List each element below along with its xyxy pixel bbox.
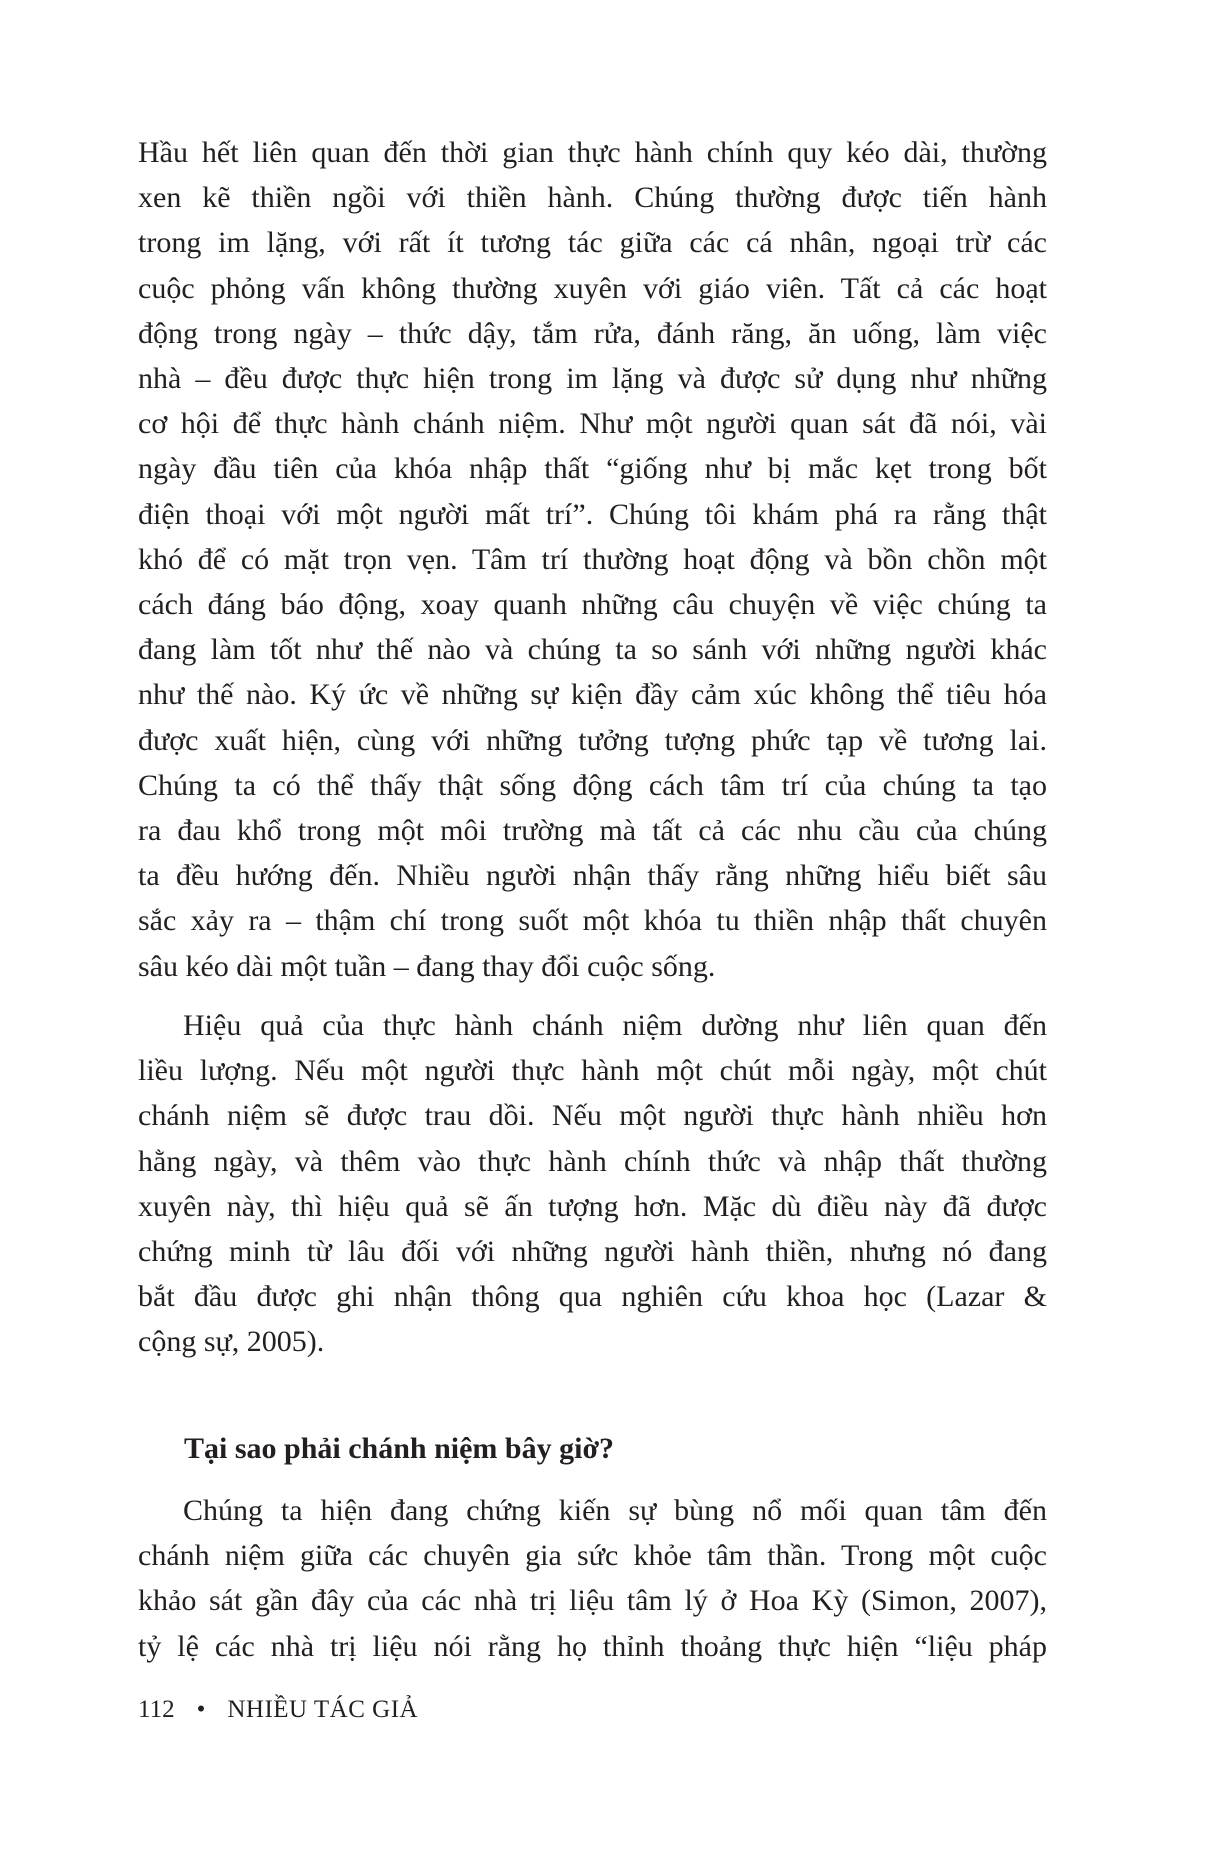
text-line: xen kẽ thiền ngồi với thiền hành. Chúng thường được tiến hành — [138, 181, 1047, 215]
text-line: cộng sự, 2005). — [138, 1325, 325, 1359]
text-line: ta đều hướng đến. Nhiều người nhận thấy rằng những hiểu biết sâu — [138, 859, 1047, 893]
text-line: ngày đầu tiên của khóa nhập thất “giống như bị mắc kẹt trong bốt — [138, 452, 1047, 486]
text-line: xuyên này, thì hiệu quả sẽ ấn tượng hơn. Mặc dù điều này đã được — [138, 1189, 1047, 1223]
text-line: cơ hội để thực hành chánh niệm. Như một người quan sát đã nói, vài — [138, 407, 1047, 441]
text-line: cuộc phỏng vấn không thường xuyên với giáo viên. Tất cả các hoạt — [138, 271, 1047, 305]
text-line: Chúng ta có thể thấy thật sống động cách tâm trí của chúng ta tạo — [138, 768, 1047, 802]
page-number: 112 — [138, 1696, 175, 1723]
text-line: như thế nào. Ký ức về những sự kiện đầy cảm xúc không thể tiêu hóa — [138, 678, 1047, 712]
text-line: ra đau khổ trong một môi trường mà tất cả các nhu cầu của chúng — [138, 814, 1047, 848]
page-footer — [138, 1692, 418, 1728]
bullet-separator: • — [196, 1696, 206, 1723]
text-line: điện thoại với một người mất trí”. Chúng tôi khám phá ra rằng thật — [138, 497, 1047, 531]
text-line: Hầu hết liên quan đến thời gian thực hành chính quy kéo dài, thường — [138, 136, 1047, 169]
text-line: khó để có mặt trọn vẹn. Tâm trí thường hoạt động và bồn chồn một — [138, 542, 1047, 576]
paragraph-3 — [138, 1488, 1047, 1669]
text-line: tỷ lệ các nhà trị liệu nói rằng họ thỉnh thoảng thực hiện “liệu pháp — [138, 1629, 1047, 1663]
text-line: Chúng ta hiện đang chứng kiến sự bùng nổ mối quan tâm đến — [183, 1494, 1047, 1527]
text-line: sâu kéo dài một tuần – đang thay đổi cuộc sống. — [138, 949, 716, 983]
text-line: nhà – đều được thực hiện trong im lặng và được sử dụng như những — [138, 362, 1047, 396]
text-line: Hiệu quả của thực hành chánh niệm dường như liên quan đến — [183, 1009, 1047, 1042]
paragraph-2 — [138, 1003, 1047, 1365]
paragraph-1 — [138, 130, 1047, 989]
text-line: cách đáng báo động, xoay quanh những câu chuyện về việc chúng ta — [138, 588, 1047, 622]
text-line: chứng minh từ lâu đối với những người hành thiền, nhưng nó đang — [138, 1235, 1047, 1269]
text-line: hằng ngày, và thêm vào thực hành chính thức và nhập thất thường — [138, 1144, 1047, 1178]
text-line: bắt đầu được ghi nhận thông qua nghiên cứu khoa học (Lazar & — [138, 1280, 1047, 1314]
text-line: đang làm tốt như thế nào và chúng ta so sánh với những người khác — [138, 633, 1047, 667]
text-line: động trong ngày – thức dậy, tắm rửa, đánh răng, ăn uống, làm việc — [138, 316, 1047, 350]
text-line: được xuất hiện, cùng với những tưởng tượng phức tạp về tương lai. — [138, 723, 1047, 757]
running-head: NHIỀU TÁC GIẢ — [227, 1696, 419, 1723]
text-line: chánh niệm sẽ được trau dồi. Nếu một người thực hành nhiều hơn — [138, 1099, 1047, 1133]
text-line: sắc xảy ra – thậm chí trong suốt một khóa tu thiền nhập thất chuyên — [138, 904, 1047, 938]
text-line: chánh niệm giữa các chuyên gia sức khỏe tâm thần. Trong một cuộc — [138, 1539, 1047, 1573]
text-line: liều lượng. Nếu một người thực hành một chút mỗi ngày, một chút — [138, 1054, 1047, 1088]
section-heading: Tại sao phải chánh niệm bây giờ? — [184, 1432, 615, 1465]
text-line: khảo sát gần đây của các nhà trị liệu tâm lý ở Hoa Kỳ (Simon, 2007), — [138, 1584, 1047, 1618]
text-line: trong im lặng, với rất ít tương tác giữa các cá nhân, ngoại trừ các — [138, 226, 1047, 260]
